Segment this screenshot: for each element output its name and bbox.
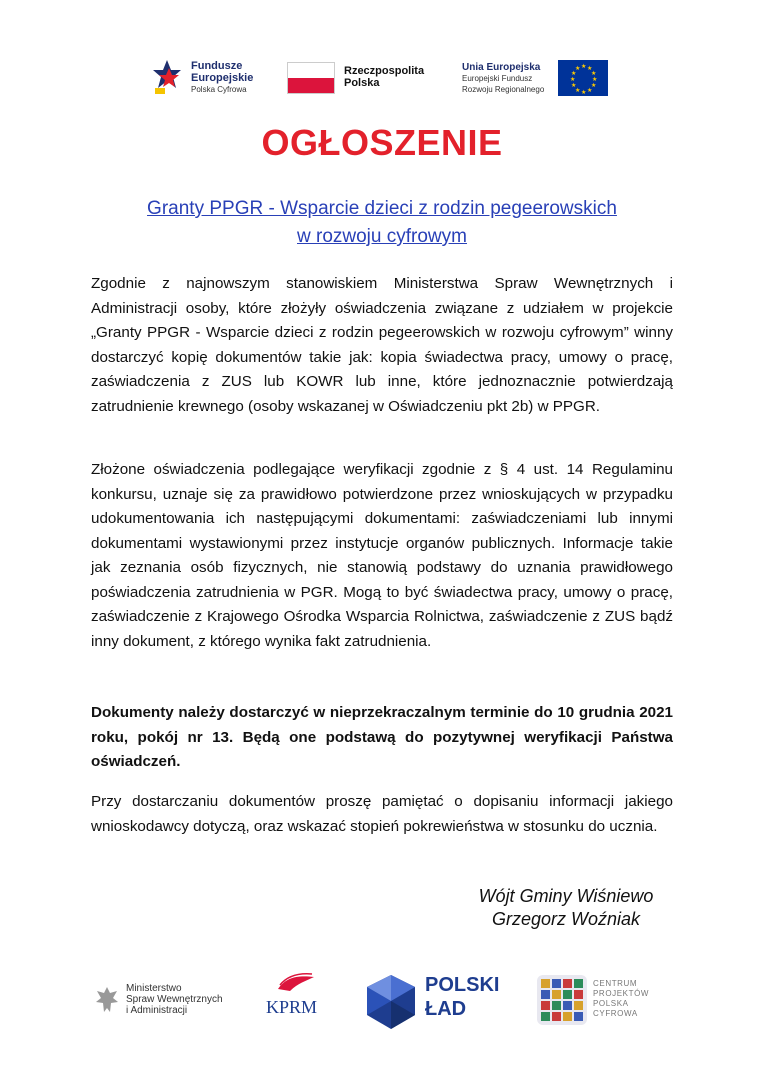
msw-line3: i Administracji [126, 1005, 188, 1016]
cpp-mosaic-icon [537, 975, 587, 1025]
polish-flag-icon [287, 62, 335, 94]
page-title: OGŁOSZENIE [261, 122, 503, 163]
svg-text:★: ★ [591, 82, 597, 89]
footer-logos [0, 965, 764, 1045]
mswia-logo [95, 979, 245, 1029]
header-logos [0, 52, 764, 104]
fe-line1: Fundusze [191, 60, 243, 72]
signature-name: Grzegorz Woźniak [491, 909, 641, 929]
fe-star-icon [153, 58, 185, 96]
svg-text:★: ★ [575, 65, 581, 72]
fe-line3: Polska Cyfrowa [191, 85, 247, 94]
eu-flag-icon [558, 60, 608, 96]
svg-text:★: ★ [571, 70, 577, 77]
rp-line2: Polska [344, 77, 380, 89]
polski-lad-emblem-icon [363, 973, 419, 1031]
svg-text:★: ★ [587, 87, 593, 94]
svg-text:★: ★ [571, 82, 577, 89]
svg-text:★: ★ [592, 76, 598, 83]
fe-line2: Europejskie [191, 72, 254, 84]
rzeczpospolita-polska-logo [287, 62, 447, 102]
svg-text:★: ★ [581, 89, 587, 96]
paragraph-4: Przy dostarczaniu dokumentów proszę pamiętać o dopisaniu informacji jakiego wnioskodawcy dotyczą, oraz wskazać stopień pokrewieństwa w stosunku do ucznia. [91, 793, 673, 835]
project-subtitle [100, 195, 664, 251]
msw-line1: Ministerstwo [126, 983, 182, 994]
polski-lad-line2: ŁAD [425, 998, 467, 1020]
ue-line1: Unia Europejska [462, 62, 541, 73]
svg-text:★: ★ [591, 70, 597, 77]
signature-title: Wójt Gminy Wiśniewo [478, 886, 654, 906]
ue-line3: Rozwoju Regionalnego [462, 85, 545, 94]
subtitle-line1: Granty PPGR - Wsparcie dzieci z rodzin pegeerowskich [147, 198, 617, 219]
polski-lad-logo [363, 971, 513, 1033]
paragraph-deadline: Dokumenty należy dostarczyć w nieprzekraczalnym terminie do 10 grudnia 2021 roku, pokój nr 13. Będą one podstawą do pozytywnej weryfikacji Państwa oświadczeń. [91, 704, 673, 770]
unia-europejska-logo [462, 60, 612, 100]
kprm-label: KPRM [266, 997, 318, 1017]
centrum-projektow-logo [537, 973, 677, 1029]
kprm-flag-icon [276, 973, 316, 995]
svg-text:★: ★ [581, 63, 587, 70]
polski-lad-line1: POLSKI [425, 974, 500, 996]
cpp-line1: CENTRUM [593, 979, 638, 988]
eagle-icon [95, 985, 119, 1015]
svg-text:★: ★ [570, 76, 576, 83]
msw-line2: Spraw Wewnętrznych [126, 994, 223, 1005]
paragraph-1: Zgodnie z najnowszym stanowiskiem Ministerstwa Spraw Wewnętrznych i Administracji osoby, które złożyły oświadczenia związane z udziałem w projekcie „Granty PPGR - Wsparcie dzieci z rodzin pegeerowskich w rozwoju cyfrowym” winny dostarczyć kopię dokumentów takie jak: kopia świadectwa pracy, umowy o pracę, zaświadczenia z ZUS lub KOWR lub inne, które jednoznacznie potwierdzają zatrudnienie krewnego (osoby wskazanej w Oświadczeniu pkt 2b) w PPGR. [91, 275, 673, 415]
rp-line1: Rzeczpospolita [344, 65, 425, 77]
paragraph-2: Złożone oświadczenia podlegające weryfikacji zgodnie z § 4 ust. 14 Regulaminu konkursu, uznaje się za prawidłowo potwierdzone przez wnioskujących w przypadku udokumentowania ich następującymi dokumentami: zaświadczeniami lub innymi dokumentami wystawionymi przez instytucje organów publicznych. Informacje takie jak zeznania osób fizycznych, nie stanowią podstawy do uznania prawidłowego poświadczenia zatrudnienia w PGR. Mogą to być świadectwa pracy, umowy o pracę, zaświadczenie z Krajowego Ośrodka Wsparcia Rolnictwa, zaświadczenie z ZUS bądź inny dokument, z którego wynika fakt zatrudnienia. [91, 461, 673, 650]
svg-text:★: ★ [587, 65, 593, 72]
subtitle-line2: w rozwoju cyfrowym [297, 226, 467, 247]
ue-line2: Europejski Fundusz [462, 74, 533, 83]
fundusze-europejskie-logo [153, 58, 263, 98]
kprm-logo [266, 971, 326, 1031]
signature [430, 885, 702, 931]
cpp-line2: PROJEKTÓW [593, 989, 650, 998]
cpp-line3: POLSKA [593, 999, 629, 1008]
cpp-line4: CYFROWA [593, 1009, 638, 1018]
svg-text:★: ★ [575, 87, 581, 94]
